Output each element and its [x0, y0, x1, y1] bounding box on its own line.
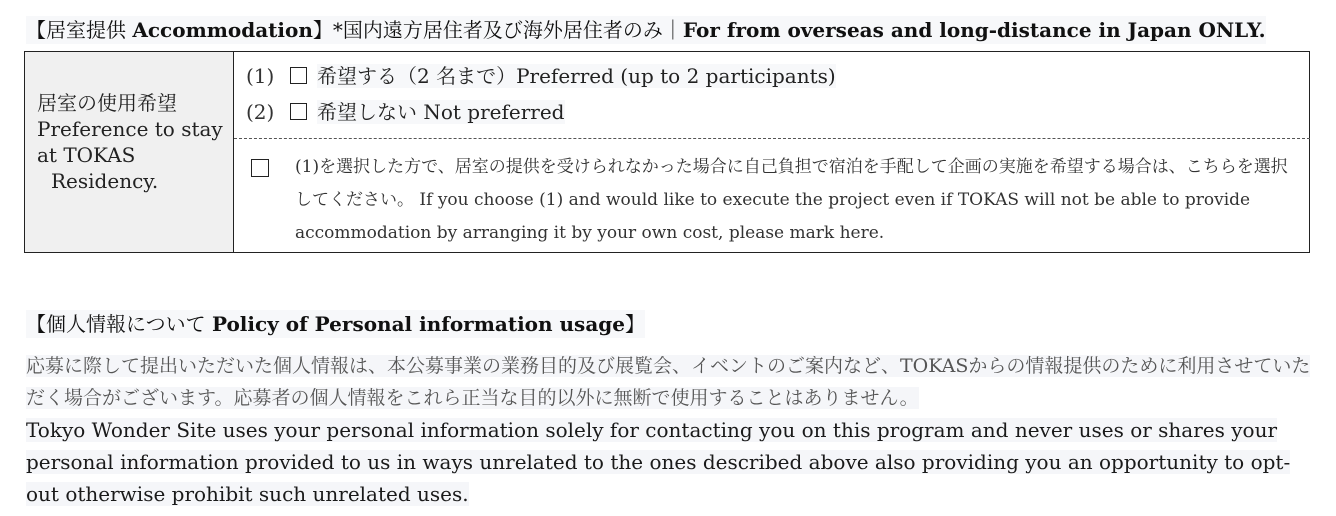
accommodation-header-en: Accommodation	[132, 18, 313, 42]
self-arrange-note: (1)を選択した方で、居室の提供を受けられなかった場合に自己負担で宿泊を手配して企画の実施を希望する場合は、こちらを選択してください。 If you choose (1) and would like to execute the project even if TOKAS will not be able to provide accommodation by arranging it by your own cost, please mark here.	[295, 157, 1288, 243]
policy-header-close: 】	[625, 312, 645, 336]
policy-header-jp: 【個人情報について	[26, 312, 212, 336]
policy-text-en	[26, 414, 1316, 510]
self-arrange-checkbox[interactable]	[251, 159, 269, 177]
checkbox-not-preferred[interactable]	[290, 103, 307, 120]
preference-label-cell	[25, 52, 234, 252]
option-preferred[interactable]	[246, 62, 836, 90]
accommodation-header-jp: 【居室提供	[26, 18, 133, 42]
preference-label-jp: 居室の使用希望	[37, 91, 177, 115]
policy-text-jp-content: 応募に際して提出いただいた個人情報は、本公募事業の業務目的及び展覧会、イベントのご案内など、TOKASからの情報提供のために利用させていただく場合がございます。応募者の個人情報をこれら正当な目的以外に無断で使用することはありません。	[26, 355, 1311, 409]
policy-text-jp	[26, 350, 1316, 414]
option-number: (1)	[246, 64, 275, 88]
preference-label-en-2: at TOKAS	[37, 143, 136, 167]
option-label: 希望しない Not preferred	[317, 100, 565, 124]
accommodation-header-jp-note: 】*国内遠方居住者及び海外居住者のみ｜	[312, 18, 683, 42]
accommodation-header-en-note: For from overseas and long-distance in Japan ONLY.	[682, 18, 1266, 42]
policy-text-en-content: Tokyo Wonder Site uses your personal information solely for contacting you on this program and never uses or shares your personal information provided to us in ways unrelated to the ones described above also providing you an opportunity to opt-out otherwise prohibit such unrelated uses.	[26, 418, 1291, 506]
accommodation-header	[26, 16, 1266, 44]
option-number: (2)	[246, 100, 275, 124]
option-label: 希望する（2 名まで）Preferred (up to 2 participants)	[317, 64, 836, 88]
preference-label-en-3: Residency.	[51, 169, 159, 193]
option-not-preferred[interactable]	[246, 98, 565, 126]
dashed-divider	[234, 138, 1310, 139]
policy-header-en: Policy of Personal information usage	[211, 312, 625, 336]
policy-header	[26, 310, 645, 338]
accommodation-table	[24, 51, 1310, 253]
checkbox-preferred[interactable]	[290, 67, 307, 84]
preference-label-en-1: Preference to stay	[37, 117, 223, 141]
